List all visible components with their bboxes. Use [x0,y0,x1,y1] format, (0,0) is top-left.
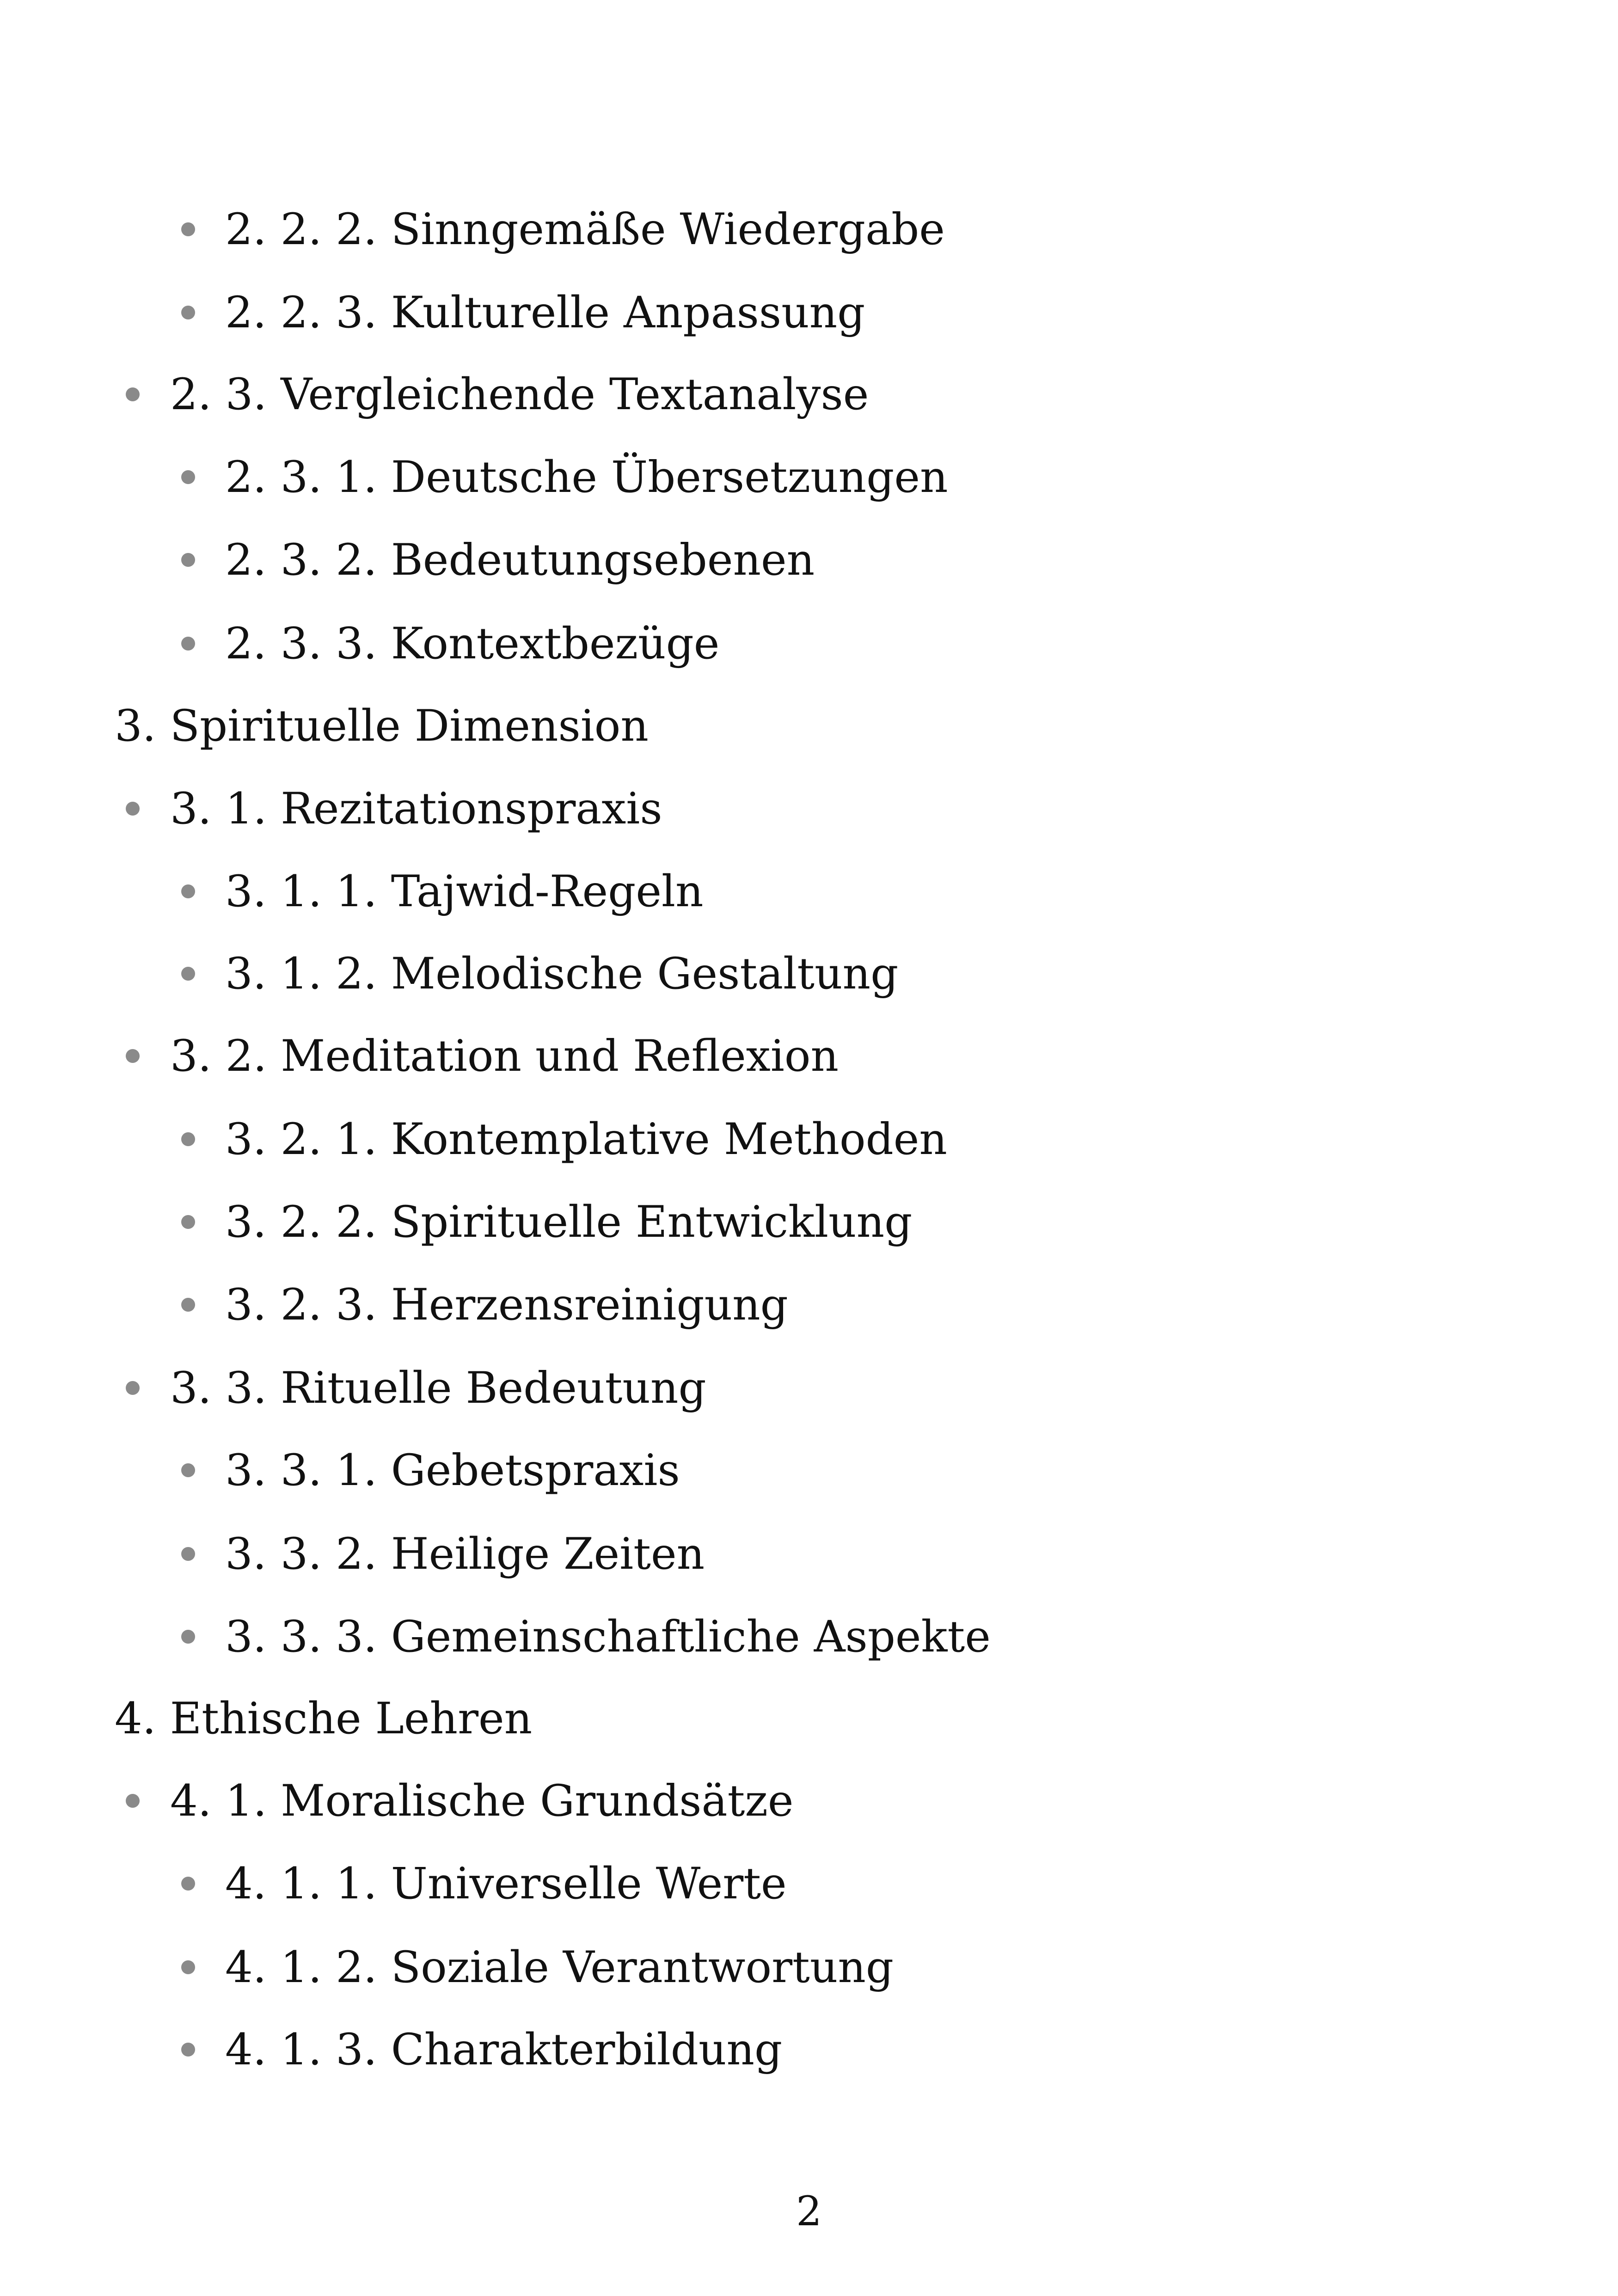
bullet-icon [181,1960,195,1974]
bullet-icon [126,387,140,401]
toc-entry-label: 3. 3. Rituelle Bedeutung [170,1363,706,1413]
bullet-icon [181,222,195,236]
bullet-icon [126,1049,140,1063]
toc-entry-label: 3. 1. Rezitationspraxis [170,784,662,834]
toc-entry-label: 4. 1. 2. Soziale Verantwortung [225,1942,894,1993]
toc-entry-label: 2. 3. 3. Kontextbezüge [225,619,720,669]
bullet-icon [181,1877,195,1891]
bullet-icon [181,553,195,567]
page-number: 2 [796,2187,822,2235]
bullet-icon [181,1215,195,1229]
bullet-icon [181,1630,195,1644]
toc-entry-label: 3. 3. 3. Gemeinschaftliche Aspekte [225,1612,991,1662]
toc-entry-label: 4. Ethische Lehren [115,1694,533,1744]
toc-entry-label: 3. 1. 1. Tajwid-Regeln [225,866,704,917]
bullet-icon [181,884,195,898]
bullet-icon [181,2043,195,2057]
toc-entry-label: 3. 3. 2. Heilige Zeiten [225,1529,705,1579]
bullet-icon [181,1298,195,1312]
bullet-icon [181,306,195,319]
toc-entry-label: 3. 2. 2. Spirituelle Entwicklung [225,1197,913,1247]
bullet-icon [181,1132,195,1146]
bullet-icon [126,1794,140,1808]
bullet-icon [126,802,140,816]
toc-entry-label: 3. 2. Meditation und Reflexion [170,1031,839,1081]
bullet-icon [181,470,195,484]
toc-entry-label: 2. 2. 3. Kulturelle Anpassung [225,288,865,338]
toc-entry-label: 2. 3. 2. Bedeutungsebenen [225,535,815,585]
toc-entry-label: 2. 3. Vergleichende Textanalyse [170,369,869,420]
toc-entry-label: 3. 2. 3. Herzensreinigung [225,1280,788,1330]
toc-entry-label: 4. 1. Moralische Grundsätze [170,1776,794,1826]
toc-entry-label: 4. 1. 3. Charakterbildung [225,2025,783,2075]
toc-entry-label: 3. Spirituelle Dimension [115,701,649,751]
toc-entry-label: 3. 1. 2. Melodische Gestaltung [225,949,899,999]
toc-entry-label: 2. 2. 2. Sinngemäße Wiedergabe [225,204,945,255]
toc-entry-label: 3. 2. 1. Kontemplative Methoden [225,1114,947,1165]
bullet-icon [181,1463,195,1477]
bullet-icon [181,637,195,651]
bullet-icon [126,1381,140,1395]
bullet-icon [181,967,195,981]
toc-entry-label: 2. 3. 1. Deutsche Übersetzungen [225,452,948,503]
bullet-icon [181,1547,195,1561]
toc-entry-label: 3. 3. 1. Gebetspraxis [225,1445,680,1496]
toc-entry-label: 4. 1. 1. Universelle Werte [225,1859,787,1909]
